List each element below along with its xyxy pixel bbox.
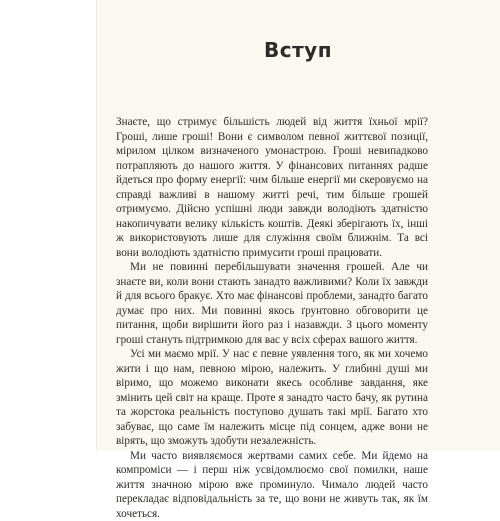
paragraph-4: Ми часто виявляємося жертвами самих себе. Ми йдемо на компроміси — і перш ніж усвідомлюємо свої помилки, наше життя значною мірою вже проминуло. Чимало людей часто перекладає відповідальність за те, що вони не живуть так, як їм хочеться. [116, 449, 428, 521]
chapter-title: Вступ [96, 38, 500, 62]
paragraph-3: Усі ми маємо мрії. У нас є певне уявлення того, як ми хочемо жити і що нам, певною мірою, належить. У глибині душі ми віримо, що можемо виконати якесь особливе завдання, яке змінить цей світ на краще. Проте я занадто часто бачу, як рутина та жорстока реальність поступово душать такі мрії. Багато хто забуває, що саме їм належить місце під сонцем, адже вони не вірять, що зможуть здобути незалежність. [116, 347, 428, 449]
book-page [96, 0, 500, 450]
paragraph-2: Ми не повинні перебільшувати значення грошей. Але чи знаєте ви, коли вони стають занадто важливими? Коли їх завжди й для всього бракує. Хто має фінансові проблеми, занадто багато думає про них. Ми повинні якось ґрунтовно обговорити це питання, щоби вирішити його раз і назавжди. З цього моменту гроші стануть підтримкою для вас у всіх сферах вашого життя. [116, 260, 428, 347]
chapter-body [116, 115, 428, 521]
paragraph-1: Знаєте, що стримує більшість людей від життя їхньої мрії? Гроші, лише гроші! Вони є символом певної життєвої позиції, мірилом цілком визначеного умонастрою. Гроші невипадково потрапляють до нашого життя. У фінансових питаннях радше йдеться про форму енергії: чим більше енергії ми скеровуємо на справді важливі в нашому житті речі, тим більше грошей отримуємо. Дійсно успішні люди завжди володіють здатністю накопичувати велику кількість коштів. Деякі зберігають їх, інші ж використовують лише для служіння своїм ближнім. Та всі вони володіють здатністю примусити гроші працювати. [116, 115, 428, 260]
